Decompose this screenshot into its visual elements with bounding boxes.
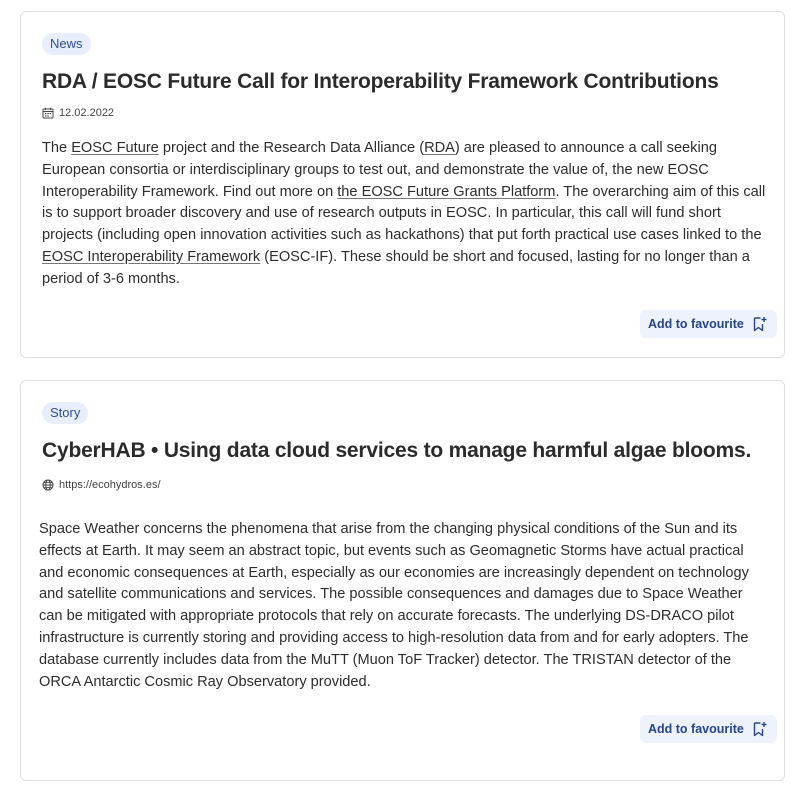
card-title: RDA / EOSC Future Call for Interoperability Framework Contributions [42, 70, 719, 93]
card-url: https://ecohydros.es/ [59, 479, 161, 491]
bookmark-add-icon [753, 721, 767, 737]
body-text-segment: ) are pleased to announce a call seeking European consortia or interdisciplinary groups to test out, and demonstrate the value of, the new EOSC Interoperability Framework. Find out more on [42, 140, 717, 200]
card-description [42, 138, 770, 291]
card-meta [42, 107, 114, 119]
grants-platform-link[interactable]: the EOSC Future Grants Platform [337, 183, 556, 200]
calendar-icon [42, 107, 54, 119]
news-card [20, 11, 785, 358]
add-to-favourite-button[interactable] [640, 310, 777, 338]
story-card [20, 380, 785, 781]
interoperability-framework-link[interactable]: EOSC Interoperability Framework [42, 248, 261, 265]
body-text-segment: . The overarching aim of this call is to support broader discovery and use of research outputs in EOSC. In particular, this call will fund short projects (including open innovation activities such as hackathons) that put forth practical use cases linked to the [42, 183, 766, 244]
body-text-segment: (EOSC-IF). These should be short and focused, lasting for no longer than a period of 3-6 months. [42, 248, 750, 287]
body-text-segment: The [42, 140, 72, 156]
category-badge: News [42, 33, 91, 55]
globe-icon [42, 479, 54, 491]
card-description: Space Weather concerns the phenomena that arise from the changing physical conditions of the Sun and its effects at Earth. It may seem an abstract topic, but events such as Geomagnetic Storms have actual practical and economic consequences at Earth, especially as our economies are increasingly dependent on technology and satellite communications and services. The possible consequences and damages due to Space Weather can be mitigated with appropriate protocols that rely on accurate forecasts. The underlying DS-DRACO pilot infrastructure is currently storing and providing access to high-resolution data from and for early adopters. The database currently includes data from the MuTT (Muon ToF Tracker) detector. The TRISTAN detector of the ORCA Antarctic Cosmic Ray Observatory provided. [39, 521, 749, 690]
rda-link[interactable]: RDA [424, 140, 455, 156]
category-badge: Story [42, 402, 88, 424]
add-to-favourite-label: Add to favourite [648, 722, 744, 736]
eosc-future-link[interactable]: EOSC Future [71, 140, 159, 156]
body-text-segment: project and the Research Data Alliance ( [158, 140, 425, 156]
bookmark-add-icon [753, 316, 767, 332]
card-title: CyberHAB • Using data cloud services to manage harmful algae blooms. [42, 439, 752, 462]
add-to-favourite-label: Add to favourite [648, 317, 744, 331]
card-meta [42, 479, 161, 491]
add-to-favourite-button[interactable] [640, 715, 777, 743]
card-date: 12.02.2022 [59, 107, 115, 119]
